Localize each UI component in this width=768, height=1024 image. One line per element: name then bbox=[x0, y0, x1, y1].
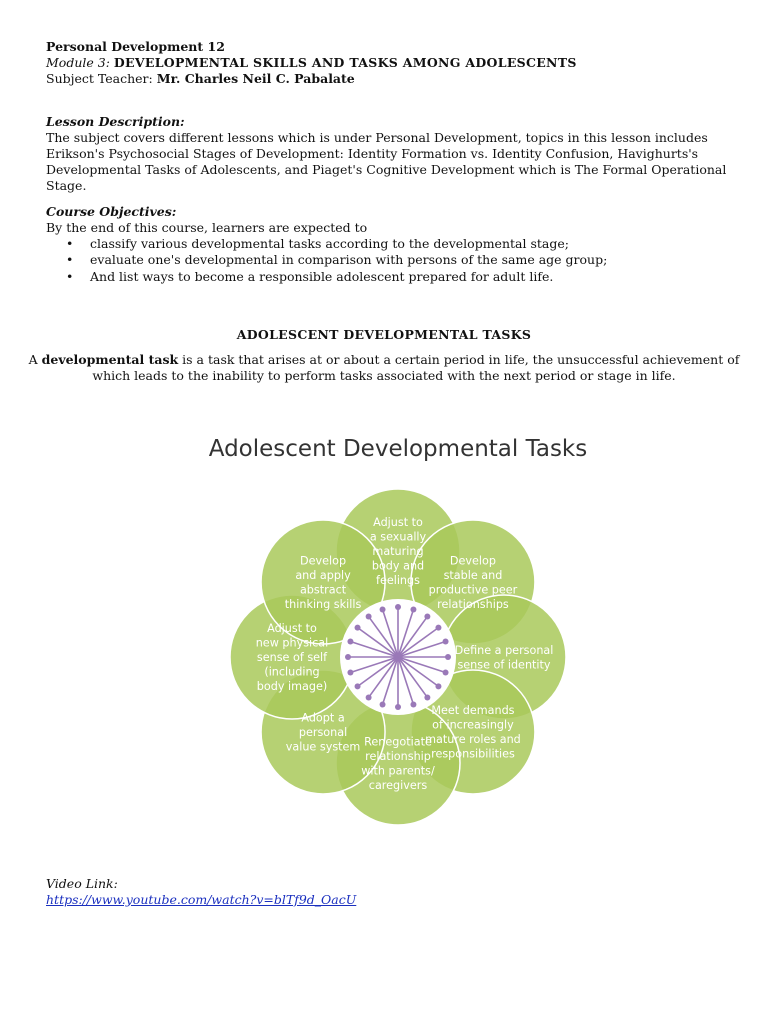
task-label-line: of increasingly bbox=[432, 718, 514, 732]
task-label-line: Renegotiate bbox=[364, 735, 432, 749]
task-label-line: body and bbox=[371, 559, 425, 573]
hub-dot bbox=[380, 702, 386, 708]
objective-item: • And list ways to become a responsible adolescent prepared for adult life. bbox=[46, 269, 607, 285]
task-label bbox=[455, 644, 554, 672]
hub-dot bbox=[424, 614, 430, 620]
module-title: DEVELOPMENTAL SKILLS AND TASKS AMONG ADOLESCENTS bbox=[113, 55, 577, 70]
teacher-prefix: Subject Teacher: bbox=[46, 71, 153, 86]
hub-dot bbox=[445, 654, 451, 660]
lesson-heading: Lesson Description: bbox=[46, 114, 185, 129]
definition-line-1 bbox=[0, 352, 768, 368]
center-hub-graphic bbox=[340, 599, 456, 715]
video-link[interactable]: https://www.youtube.com/watch?v=blTf9d_OacU bbox=[46, 892, 357, 907]
task-label bbox=[425, 704, 521, 761]
teacher-name: Mr. Charles Neil C. Pabalate bbox=[156, 71, 355, 86]
task-label-line: responsibilities bbox=[431, 747, 515, 761]
hub-dot bbox=[435, 625, 441, 631]
definition-prefix: A bbox=[28, 352, 42, 367]
task-label-line: Develop bbox=[300, 554, 347, 568]
task-label-line: Adopt a bbox=[301, 711, 345, 725]
task-label-line: Adjust to bbox=[267, 622, 317, 635]
diagram-title: Adolescent Developmental Tasks bbox=[208, 436, 588, 462]
module-prefix: Module 3: bbox=[46, 55, 110, 70]
developmental-tasks-diagram bbox=[150, 420, 630, 860]
task-label-line: stable and bbox=[443, 568, 503, 582]
hub-dot bbox=[395, 604, 401, 610]
hub-dot bbox=[355, 683, 361, 689]
hub-dot bbox=[380, 606, 386, 612]
hub-dot bbox=[366, 614, 372, 620]
objectives-heading: Course Objectives: bbox=[46, 204, 177, 219]
task-label-line: sense of self bbox=[256, 651, 328, 664]
hub-dot bbox=[443, 669, 449, 675]
hub-dot bbox=[345, 654, 351, 660]
task-label-line: a sexually bbox=[369, 530, 427, 544]
video-label: Video Link: bbox=[46, 876, 118, 891]
task-label-line: feelings bbox=[376, 574, 420, 587]
objectives-intro: By the end of this course, learners are expected to bbox=[46, 220, 368, 235]
task-label-line: Meet demands bbox=[431, 704, 515, 718]
hub-dot bbox=[366, 694, 372, 700]
hub-dot bbox=[410, 606, 416, 612]
video-link-line bbox=[46, 892, 356, 908]
task-label-line: mature roles and bbox=[425, 733, 521, 747]
course-title: Personal Development 12 bbox=[46, 39, 225, 54]
task-label-line: maturing bbox=[372, 545, 424, 558]
task-label-line: abstract bbox=[299, 583, 347, 597]
lesson-line: Erikson's Psychosocial Stages of Development: Identity Formation vs. Identity Confusion, Havighurts's bbox=[46, 146, 699, 161]
hub-dot bbox=[355, 625, 361, 631]
task-label-line: Define a personal bbox=[454, 643, 554, 657]
section-title: ADOLESCENT DEVELOPMENTAL TASKS bbox=[236, 327, 532, 342]
hub-dot bbox=[347, 669, 353, 675]
task-label-line: with parents/ bbox=[361, 764, 435, 778]
objective-item: • classify various developmental tasks according to the developmental stage; bbox=[46, 236, 607, 252]
hub-dot bbox=[443, 639, 449, 645]
task-label-line: personal bbox=[298, 725, 348, 739]
task-label-line: relationships bbox=[437, 597, 509, 611]
task-label-line: Adjust to bbox=[373, 516, 423, 529]
task-label-line: and apply bbox=[295, 568, 351, 582]
task-label bbox=[361, 735, 435, 792]
task-label bbox=[370, 516, 427, 587]
hub-dot bbox=[410, 702, 416, 708]
task-label-line: sense of identity bbox=[457, 658, 551, 672]
definition-term: developmental task bbox=[41, 352, 179, 367]
task-label-line: new physical bbox=[255, 636, 329, 650]
task-label-line: relationship bbox=[365, 749, 431, 763]
objectives-list bbox=[46, 236, 607, 285]
task-label-line: value system bbox=[285, 740, 361, 754]
task-label-line: productive peer bbox=[428, 583, 518, 597]
task-label-line: (including bbox=[264, 665, 320, 679]
hub-dot bbox=[424, 694, 430, 700]
hub-dot bbox=[347, 639, 353, 645]
lesson-line: Stage. bbox=[46, 178, 87, 193]
task-label-line: Develop bbox=[449, 554, 496, 568]
task-label-line: thinking skills bbox=[284, 597, 362, 611]
task-label-line: body image) bbox=[256, 680, 328, 693]
definition-text: is a task that arises at or about a certain period in life, the unsuccessful achievement of bbox=[178, 352, 740, 367]
task-label-line: caregivers bbox=[368, 778, 428, 792]
module-line bbox=[46, 55, 577, 71]
hub-dot bbox=[395, 704, 401, 710]
lesson-line: Developmental Tasks of Adolescents, and Piaget's Cognitive Development which is The Formal Operational bbox=[46, 162, 727, 177]
lesson-line: The subject covers different lessons which is under Personal Development, topics in this lesson includes bbox=[46, 130, 708, 145]
objective-item: • evaluate one's developmental in comparison with persons of the same age group; bbox=[46, 252, 607, 268]
hub-dot bbox=[435, 683, 441, 689]
teacher-line bbox=[46, 71, 355, 87]
definition-line-2: which leads to the inability to perform tasks associated with the next period or stage in life. bbox=[92, 368, 676, 383]
